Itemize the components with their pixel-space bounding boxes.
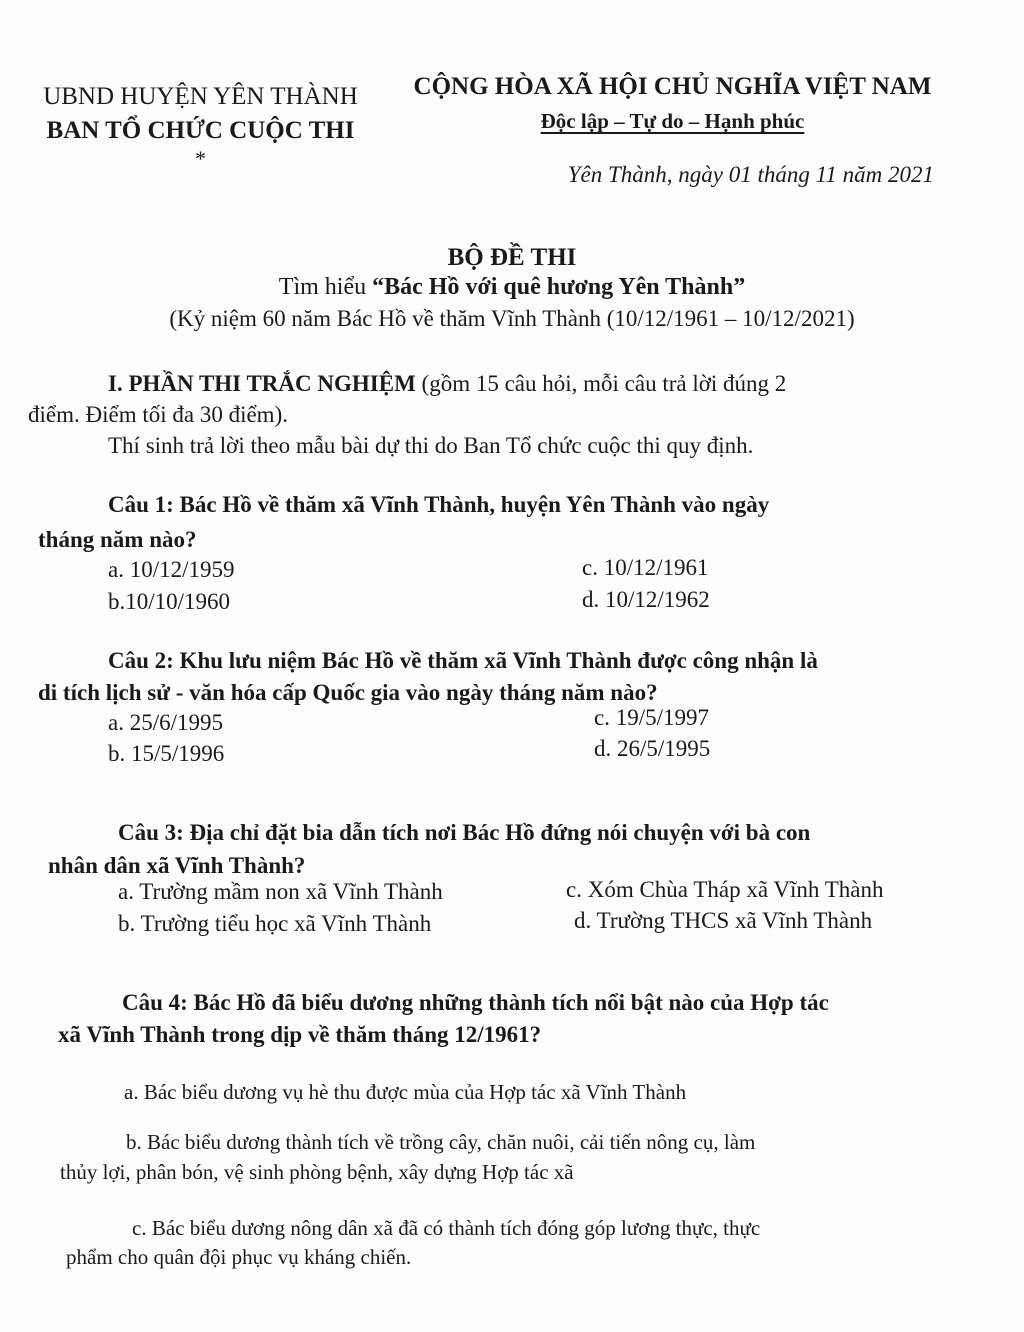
question-4-option-b-line-2: thủy lợi, phân bón, vệ sinh phòng bệnh, xây dựng Hợp tác xã [60,1160,574,1184]
question-4-option-c-line-2: phẩm cho quân đội phục vụ kháng chiến. [66,1245,412,1269]
question-2-option-c: c. 19/5/1997 [594,705,709,730]
question-3-option-b: b. Trường tiểu học xã Vĩnh Thành [118,911,432,936]
section-heading [108,368,786,399]
question-4-option-c-line-1: c. Bác biểu dương nông dân xã đã có thành tích đóng góp lương thực, thực [132,1216,761,1240]
section-instruction: Thí sinh trả lời theo mẫu bài dự thi do Ban Tổ chức cuộc thi quy định. [108,433,754,458]
document-subtitle [0,274,1024,301]
org-line-1: UBND HUYỆN YÊN THÀNH [43,83,358,110]
question-1-option-b: b.10/10/1960 [108,589,231,614]
question-1-option-a: a. 10/12/1959 [108,557,235,582]
document-title: BỘ ĐỀ THI [447,244,577,271]
subtitle-prefix: Tìm hiểu [278,274,373,300]
document-date: Yên Thành, ngày 01 tháng 11 năm 2021 [567,162,934,187]
section-heading-title: I. PHẦN THI TRẮC NGHIỆM [108,371,416,396]
question-1-line-1: Câu 1: Bác Hồ về thăm xã Vĩnh Thành, huyện Yên Thành vào ngày [108,492,770,517]
document-subtitle-2: (Kỷ niệm 60 năm Bác Hồ về thăm Vĩnh Thành (10/12/1961 – 10/12/2021) [169,306,855,331]
nation-title: CỘNG HÒA XÃ HỘI CHỦ NGHĨA VIỆT NAM [413,73,932,100]
motto: Độc lập – Tự do – Hạnh phúc [540,109,805,133]
national-heading [405,70,940,138]
question-1-line-2: tháng năm nào? [38,527,197,552]
question-3-option-a: a. Trường mầm non xã Vĩnh Thành [118,879,443,904]
question-3-option-d: d. Trường THCS xã Vĩnh Thành [574,908,873,933]
question-4-line-1: Câu 4: Bác Hồ đã biểu dương những thành tích nổi bật nào của Hợp tác [122,990,829,1015]
question-4-line-2: xã Vĩnh Thành trong dịp về thăm tháng 12/1961? [58,1022,542,1047]
star-mark: * [195,146,206,171]
question-2-option-d: d. 26/5/1995 [594,736,711,761]
question-2-line-2: di tích lịch sử - văn hóa cấp Quốc gia vào ngày tháng năm nào? [38,680,658,705]
question-2-option-b: b. 15/5/1996 [108,741,225,766]
question-2-option-a: a. 25/6/1995 [108,710,223,735]
question-3-line-2: nhân dân xã Vĩnh Thành? [48,853,306,878]
question-3-option-c: c. Xóm Chùa Tháp xã Vĩnh Thành [566,877,884,902]
question-3-line-1: Câu 3: Địa chỉ đặt bia dẫn tích nơi Bác Hồ đứng nói chuyện với bà con [118,820,811,845]
question-4-option-b-line-1: b. Bác biểu dương thành tích về trồng cây, chăn nuôi, cải tiến nông cụ, làm [126,1130,756,1154]
question-1-option-d: d. 10/12/1962 [582,587,710,612]
section-heading-rest: (gồm 15 câu hỏi, mỗi câu trả lời đúng 2 [415,371,787,396]
org-line-2: BAN TỔ CHỨC CUỘC THI [46,117,355,144]
section-line-2: điểm. Điểm tối đa 30 điểm). [28,402,288,427]
issuing-organization [28,80,373,170]
subtitle-topic: “Bác Hồ với quê hương Yên Thành” [372,274,746,300]
question-4-option-a: a. Bác biểu dương vụ hè thu được mùa của Hợp tác xã Vĩnh Thành [124,1080,687,1104]
question-1-option-c: c. 10/12/1961 [582,555,709,580]
question-2-line-1: Câu 2: Khu lưu niệm Bác Hồ về thăm xã Vĩnh Thành được công nhận là [108,648,818,673]
